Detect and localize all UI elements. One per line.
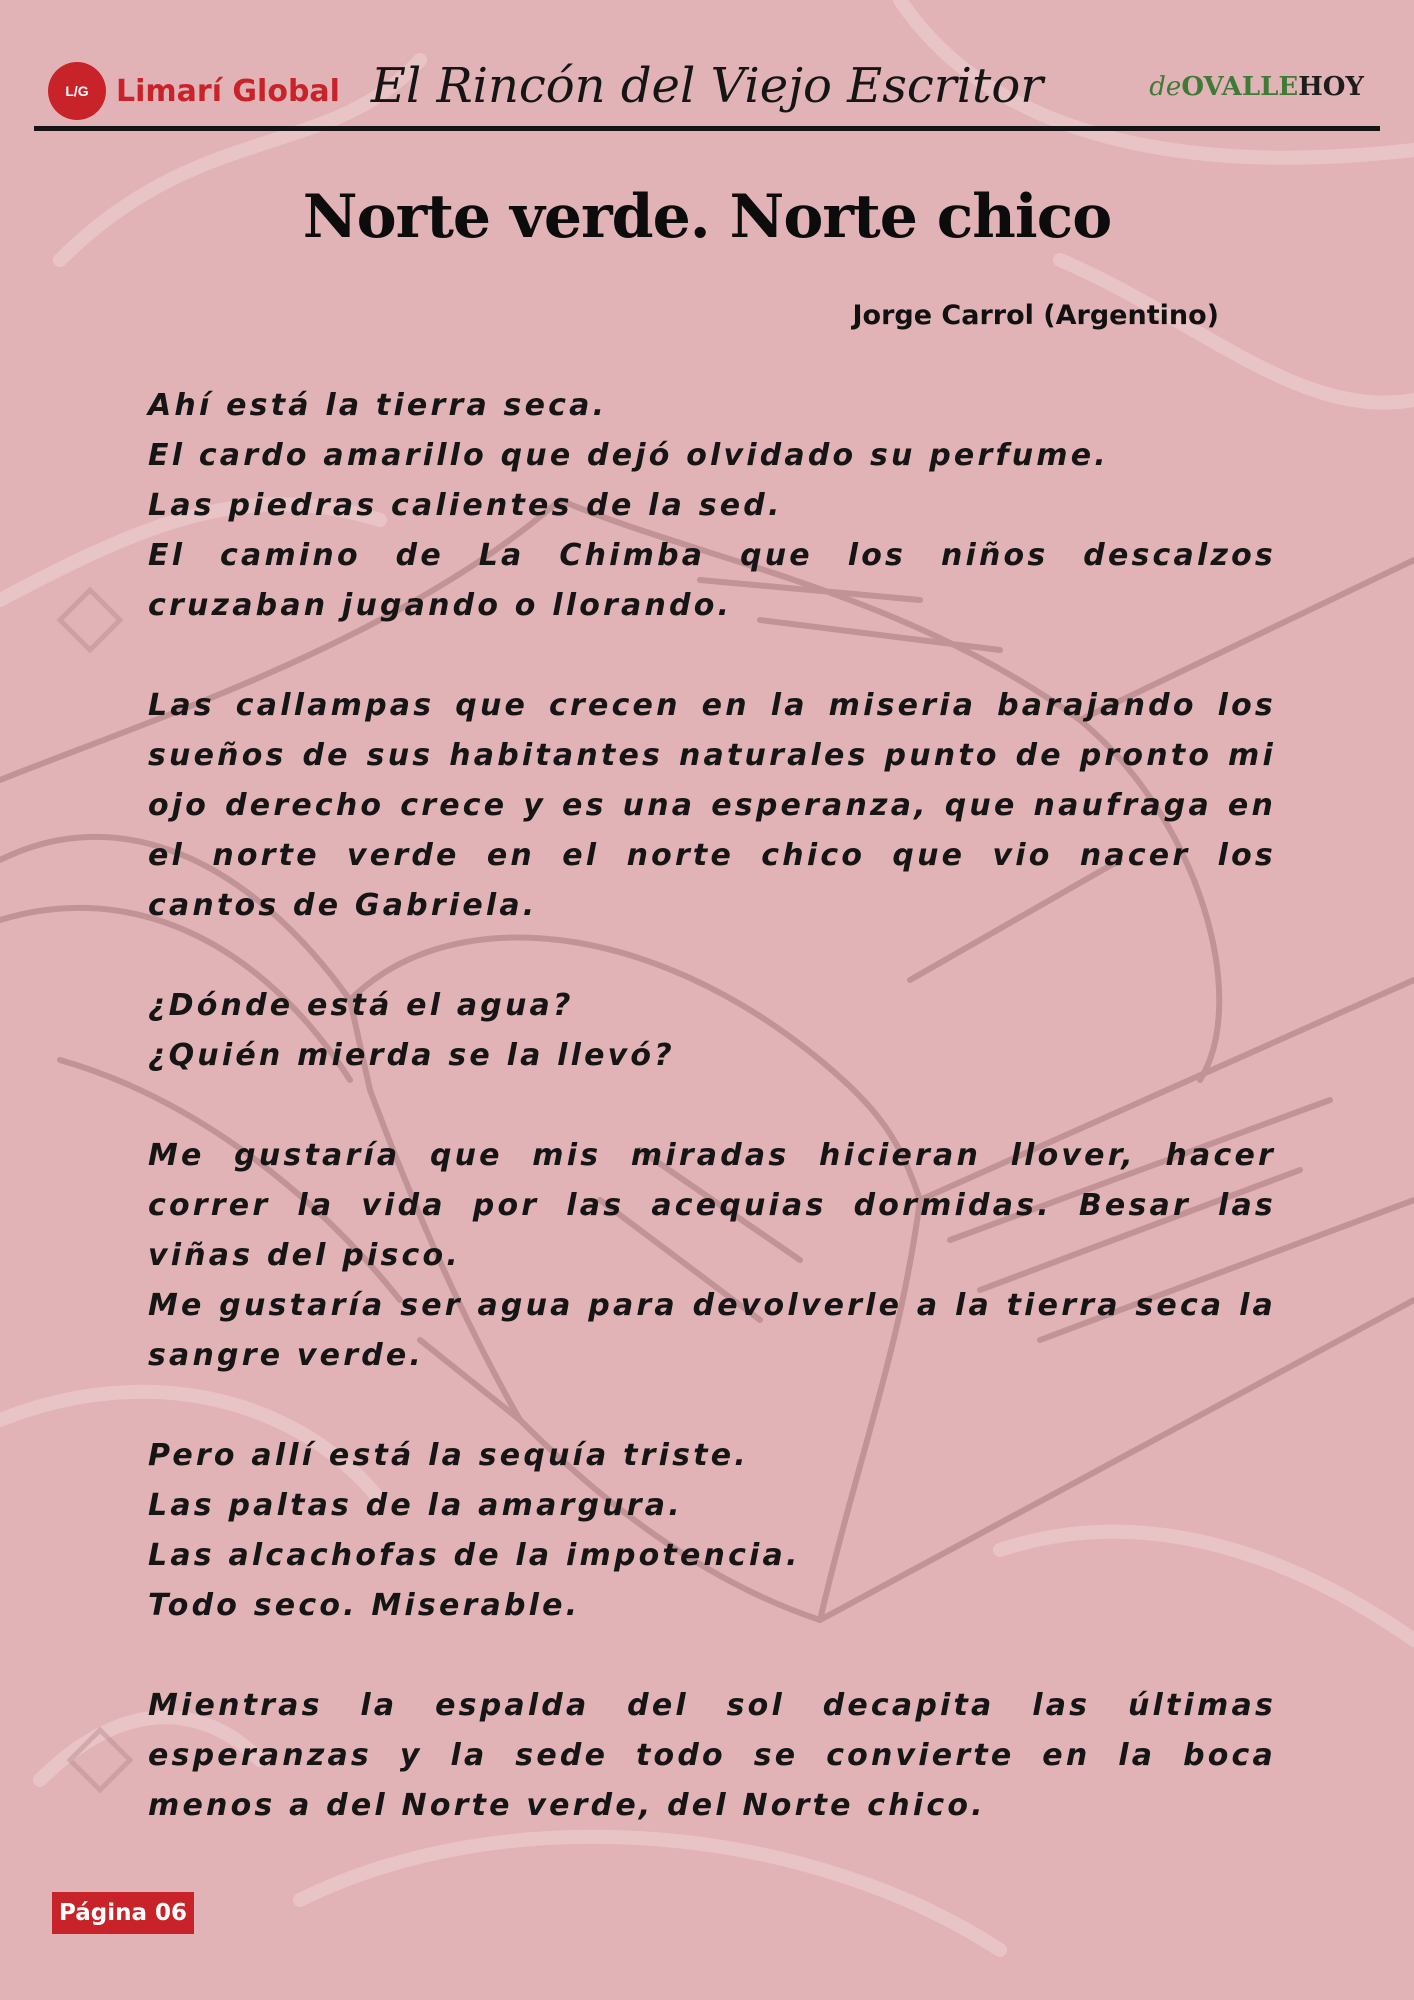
poem-line: Ahí está la tierra seca. [148, 388, 608, 423]
poem-line: Las alcachofas de la impotencia. [148, 1538, 801, 1573]
poem-line: Pero allí está la sequía triste. [148, 1438, 749, 1473]
ovalle-hoy-logo [1149, 72, 1364, 102]
poem-line: Las paltas de la amargura. [148, 1488, 683, 1523]
limari-global-logo-mark: L/G [48, 62, 106, 120]
ovalle-hoy-logo-de: de [1149, 72, 1182, 102]
poem-line: Las piedras calientes de la sed. [148, 488, 783, 523]
poem-line: ¿Dónde está el agua? [148, 988, 574, 1023]
poem-stanza [148, 981, 1276, 1081]
poem-line: El cardo amarillo que dejó olvidado su perfume. [148, 438, 1109, 473]
poem-stanza [148, 1681, 1276, 1831]
ovalle-hoy-logo-hoy: HOY [1298, 72, 1364, 102]
poem-line: Me gustaría que mis miradas hicieran llover, hacer correr la vida por las acequias dormidas. Besar las viñas del pisco. [148, 1138, 1276, 1273]
poem-stanza [148, 681, 1276, 931]
header-divider [34, 126, 1380, 131]
poem-stanza [148, 1131, 1276, 1381]
page-header [0, 0, 1414, 135]
poem-line: El camino de La Chimba que los niños descalzos cruzaban jugando o llorando. [148, 538, 1276, 623]
poem-body [148, 381, 1276, 1881]
poem-line: Las callampas que crecen en la miseria barajando los sueños de sus habitantes naturales punto de pronto mi ojo derecho crece y es una esperanza, que naufraga en el norte verde en el norte chico que vio nacer los cantos de Gabriela. [148, 688, 1276, 923]
article-author: Jorge Carrol (Argentino) [852, 300, 1219, 331]
poem-line: Mientras la espalda del sol decapita las últimas esperanzas y la sede todo se convierte en la boca menos a del Norte verde, del Norte chico. [148, 1688, 1276, 1823]
poem-line: Todo seco. Miserable. [148, 1588, 581, 1623]
limari-global-logo-text: Limarí Global [116, 73, 340, 109]
poem-line: ¿Quién mierda se la llevó? [148, 1038, 675, 1073]
article-title: Norte verde. Norte chico [302, 182, 1112, 252]
poem-line: Me gustaría ser agua para devolverle a la tierra seca la sangre verde. [148, 1288, 1276, 1373]
section-title: El Rincón del Viejo Escritor [370, 58, 1044, 114]
page-number-badge: Página 06 [52, 1892, 194, 1934]
ovalle-hoy-logo-ovalle: OVALLE [1181, 72, 1299, 102]
poem-stanza [148, 381, 1276, 631]
poem-stanza [148, 1431, 1276, 1631]
